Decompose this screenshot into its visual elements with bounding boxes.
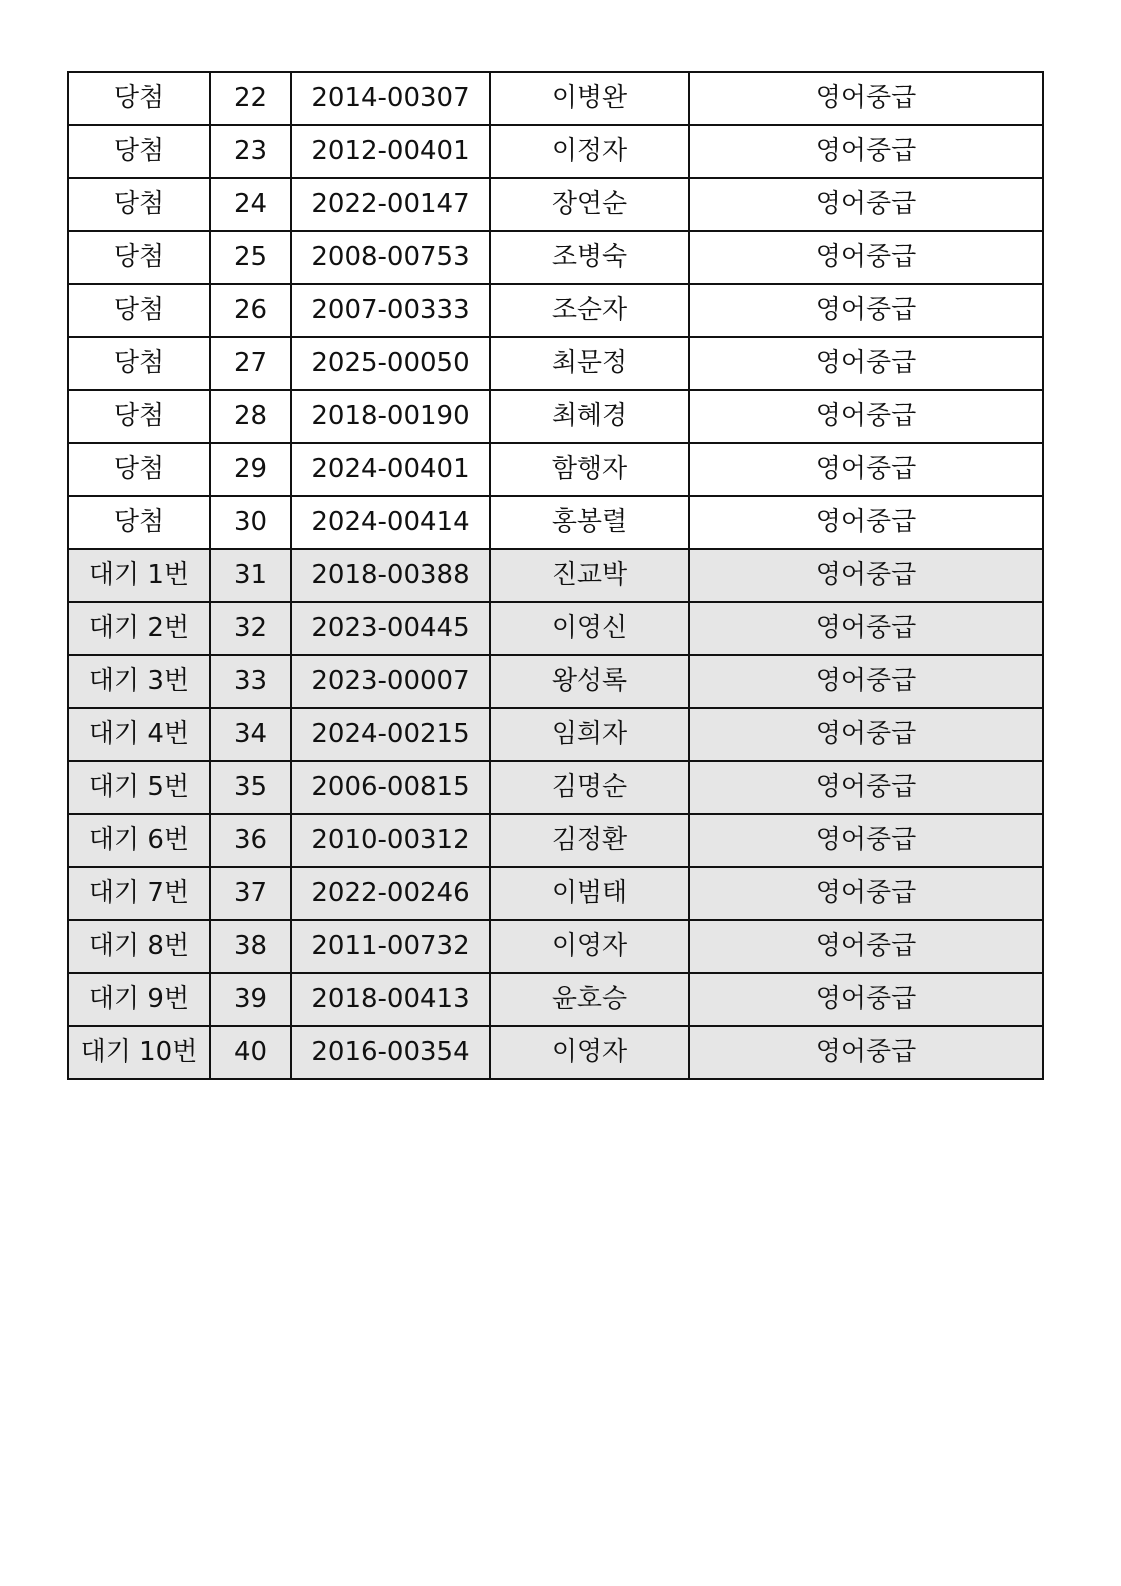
- course-cell: 영어중급: [689, 814, 1043, 867]
- member-id-cell: 2024-00215: [291, 708, 490, 761]
- lottery-result-table: [67, 71, 1044, 1080]
- table-row: [68, 443, 1043, 496]
- number-cell: 32: [210, 602, 291, 655]
- course-cell: 영어중급: [689, 973, 1043, 1026]
- name-cell: 김명순: [490, 761, 689, 814]
- table-body: [68, 72, 1043, 1079]
- number-cell: 25: [210, 231, 291, 284]
- status-cell: 대기 2번: [68, 602, 210, 655]
- table-row: [68, 867, 1043, 920]
- number-cell: 40: [210, 1026, 291, 1079]
- status-cell: 대기 3번: [68, 655, 210, 708]
- number-cell: 38: [210, 920, 291, 973]
- member-id-cell: 2025-00050: [291, 337, 490, 390]
- table-row: [68, 814, 1043, 867]
- table-row: [68, 337, 1043, 390]
- member-id-cell: 2022-00246: [291, 867, 490, 920]
- number-cell: 31: [210, 549, 291, 602]
- course-cell: 영어중급: [689, 284, 1043, 337]
- number-cell: 34: [210, 708, 291, 761]
- status-cell: 대기 7번: [68, 867, 210, 920]
- number-cell: 23: [210, 125, 291, 178]
- table-row: [68, 761, 1043, 814]
- course-cell: 영어중급: [689, 443, 1043, 496]
- member-id-cell: 2007-00333: [291, 284, 490, 337]
- number-cell: 30: [210, 496, 291, 549]
- status-cell: 대기 1번: [68, 549, 210, 602]
- number-cell: 39: [210, 973, 291, 1026]
- course-cell: 영어중급: [689, 761, 1043, 814]
- course-cell: 영어중급: [689, 231, 1043, 284]
- member-id-cell: 2024-00414: [291, 496, 490, 549]
- name-cell: 임희자: [490, 708, 689, 761]
- name-cell: 진교박: [490, 549, 689, 602]
- status-cell: 대기 6번: [68, 814, 210, 867]
- course-cell: 영어중급: [689, 72, 1043, 125]
- table-row: [68, 231, 1043, 284]
- status-cell: 당첨: [68, 337, 210, 390]
- number-cell: 26: [210, 284, 291, 337]
- table-row: [68, 708, 1043, 761]
- name-cell: 최문정: [490, 337, 689, 390]
- table-row: [68, 1026, 1043, 1079]
- status-cell: 대기 5번: [68, 761, 210, 814]
- name-cell: 김정환: [490, 814, 689, 867]
- member-id-cell: 2010-00312: [291, 814, 490, 867]
- number-cell: 33: [210, 655, 291, 708]
- status-cell: 당첨: [68, 178, 210, 231]
- member-id-cell: 2022-00147: [291, 178, 490, 231]
- number-cell: 29: [210, 443, 291, 496]
- status-cell: 당첨: [68, 390, 210, 443]
- status-cell: 대기 8번: [68, 920, 210, 973]
- number-cell: 22: [210, 72, 291, 125]
- course-cell: 영어중급: [689, 496, 1043, 549]
- number-cell: 35: [210, 761, 291, 814]
- name-cell: 이영자: [490, 920, 689, 973]
- name-cell: 이영자: [490, 1026, 689, 1079]
- number-cell: 36: [210, 814, 291, 867]
- status-cell: 당첨: [68, 125, 210, 178]
- name-cell: 왕성록: [490, 655, 689, 708]
- member-id-cell: 2023-00007: [291, 655, 490, 708]
- name-cell: 장연순: [490, 178, 689, 231]
- name-cell: 홍봉렬: [490, 496, 689, 549]
- status-cell: 당첨: [68, 231, 210, 284]
- status-cell: 당첨: [68, 443, 210, 496]
- course-cell: 영어중급: [689, 125, 1043, 178]
- course-cell: 영어중급: [689, 867, 1043, 920]
- name-cell: 이병완: [490, 72, 689, 125]
- course-cell: 영어중급: [689, 708, 1043, 761]
- status-cell: 당첨: [68, 284, 210, 337]
- course-cell: 영어중급: [689, 920, 1043, 973]
- name-cell: 이정자: [490, 125, 689, 178]
- table-row: [68, 655, 1043, 708]
- status-cell: 당첨: [68, 496, 210, 549]
- status-cell: 당첨: [68, 72, 210, 125]
- table-row: [68, 178, 1043, 231]
- name-cell: 이영신: [490, 602, 689, 655]
- member-id-cell: 2006-00815: [291, 761, 490, 814]
- table-row: [68, 920, 1043, 973]
- member-id-cell: 2011-00732: [291, 920, 490, 973]
- member-id-cell: 2014-00307: [291, 72, 490, 125]
- status-cell: 대기 9번: [68, 973, 210, 1026]
- course-cell: 영어중급: [689, 655, 1043, 708]
- course-cell: 영어중급: [689, 337, 1043, 390]
- course-cell: 영어중급: [689, 1026, 1043, 1079]
- name-cell: 이범태: [490, 867, 689, 920]
- name-cell: 최혜경: [490, 390, 689, 443]
- number-cell: 27: [210, 337, 291, 390]
- table-row: [68, 602, 1043, 655]
- name-cell: 윤호승: [490, 973, 689, 1026]
- member-id-cell: 2008-00753: [291, 231, 490, 284]
- table-row: [68, 973, 1043, 1026]
- member-id-cell: 2012-00401: [291, 125, 490, 178]
- table-row: [68, 125, 1043, 178]
- status-cell: 대기 10번: [68, 1026, 210, 1079]
- name-cell: 함행자: [490, 443, 689, 496]
- member-id-cell: 2024-00401: [291, 443, 490, 496]
- member-id-cell: 2018-00388: [291, 549, 490, 602]
- status-cell: 대기 4번: [68, 708, 210, 761]
- table-row: [68, 496, 1043, 549]
- member-id-cell: 2018-00413: [291, 973, 490, 1026]
- number-cell: 37: [210, 867, 291, 920]
- table-row: [68, 549, 1043, 602]
- number-cell: 24: [210, 178, 291, 231]
- table-row: [68, 390, 1043, 443]
- member-id-cell: 2023-00445: [291, 602, 490, 655]
- number-cell: 28: [210, 390, 291, 443]
- table-row: [68, 284, 1043, 337]
- name-cell: 조순자: [490, 284, 689, 337]
- course-cell: 영어중급: [689, 390, 1043, 443]
- member-id-cell: 2018-00190: [291, 390, 490, 443]
- course-cell: 영어중급: [689, 549, 1043, 602]
- course-cell: 영어중급: [689, 602, 1043, 655]
- member-id-cell: 2016-00354: [291, 1026, 490, 1079]
- table-row: [68, 72, 1043, 125]
- course-cell: 영어중급: [689, 178, 1043, 231]
- name-cell: 조병숙: [490, 231, 689, 284]
